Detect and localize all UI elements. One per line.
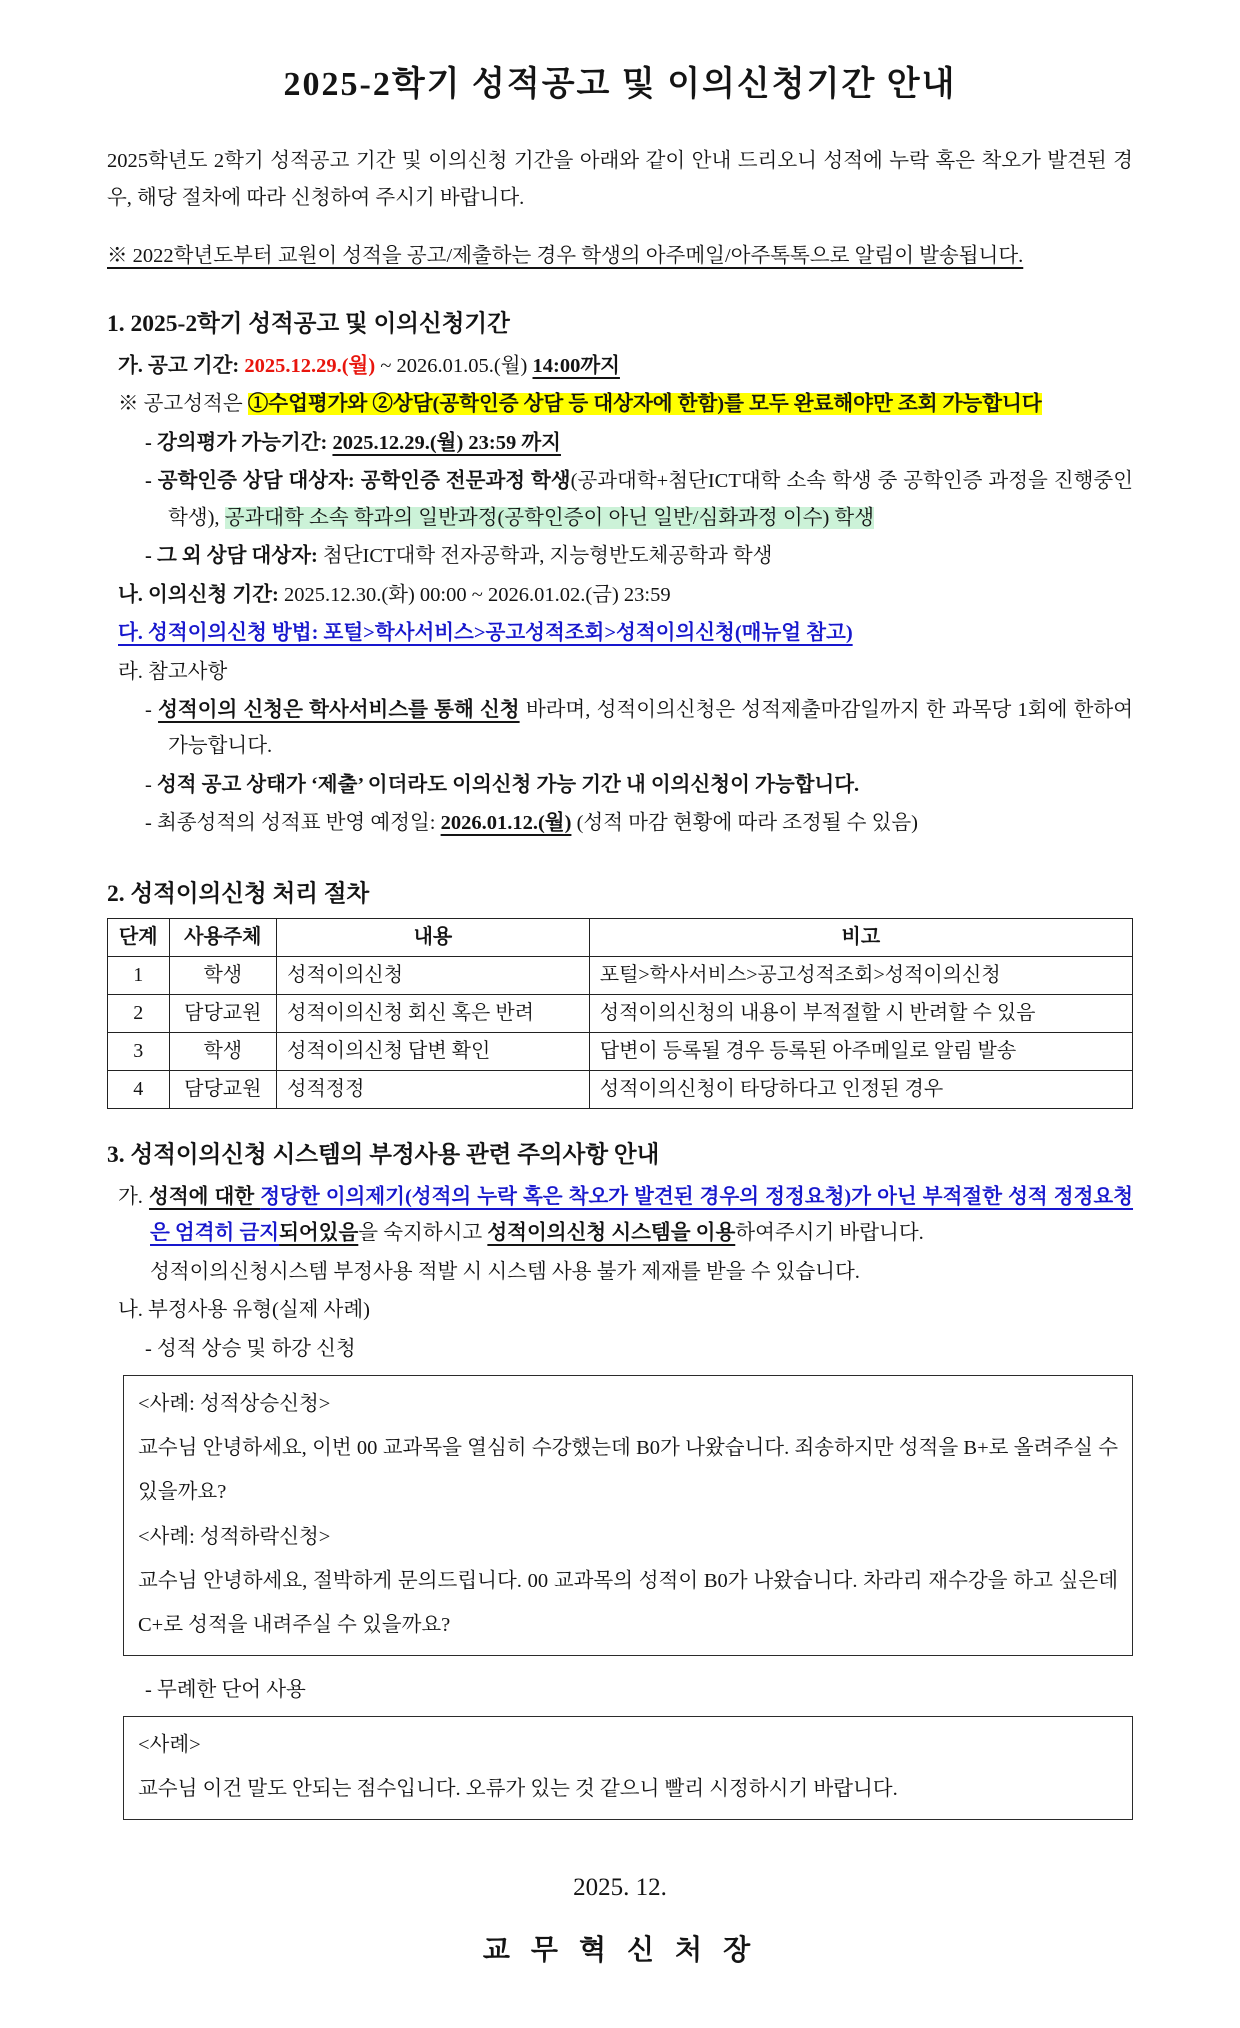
cell-step: 3 — [108, 1032, 170, 1070]
lecture-eval-period: 2025.12.29.(월) 23:59 까지 — [332, 431, 561, 454]
lecture-eval-label: - 강의평가 가능기간: — [145, 431, 333, 454]
case-box-rude-words — [123, 1716, 1133, 1820]
misuse-warning-seg3: 되어있음 — [279, 1222, 359, 1245]
case-box-line: <사례: 성적하락신청> — [138, 1525, 331, 1548]
reference-item-2 — [107, 767, 1133, 803]
view-condition-highlight: ①수업평가와 ②상담(공학인증 상담 등 대상자에 한함)를 모두 완료해야만 조회 가능합니다 — [247, 393, 1042, 416]
transcript-date: 2026.01.12.(월) — [440, 812, 572, 835]
reference-item-3 — [107, 805, 1133, 841]
view-condition-line — [107, 386, 1133, 422]
lecture-eval-line — [107, 425, 1133, 461]
document-title: 2025-2학기 성적공고 및 이의신청기간 안내 — [283, 66, 957, 103]
table-row — [108, 956, 1133, 994]
case-box-line: 교수님 안녕하세요, 이번 00 교과목을 열심히 수강했는데 B0가 나왔습니다. 죄송하지만 성적을 B+로 올려주실 수 있을까요? — [138, 1437, 1118, 1504]
reference-heading-line: 라. 참고사항 — [118, 660, 228, 683]
reference-item-1-rest: 바라며, 성적이의신청은 성적제출마감일까지 한 과목당 1회에 한하여 가능합니다. — [168, 698, 1134, 758]
reference-item-1 — [107, 692, 1133, 765]
reference-item-3-prefix: - 최종성적의 성적표 반영 예정일: — [145, 812, 441, 835]
cell-content: 성적이의신청 답변 확인 — [277, 1032, 590, 1070]
cell-actor: 학생 — [169, 956, 277, 994]
misuse-penalty-line: 성적이의신청시스템 부정사용 적발 시 시스템 사용 불가 제재를 받을 수 있습니다. — [150, 1260, 860, 1283]
footer-date: 2025. 12. — [573, 1874, 667, 1902]
abeek-target-detail: (공과대학+첨단ICT대학 소속 학생 중 공학인증 과정을 진행중인 학생), — [168, 470, 1134, 529]
cell-content: 성적이의신청 회신 혹은 반려 — [277, 994, 590, 1032]
case-box-line: <사례: 성적상승신청> — [138, 1393, 331, 1416]
announce-period-line — [107, 348, 1133, 384]
cell-note: 성적이의신청이 타당하다고 인정된 경우 — [589, 1070, 1132, 1108]
misuse-types-line: 나. 부정사용 유형(실제 사례) — [118, 1299, 370, 1322]
intro-paragraph: 2025학년도 2학기 성적공고 기간 및 이의신청 기간을 아래와 같이 안내 드리오니 성적에 누락 혹은 착오가 발견된 경우, 해당 절차에 따라 신청하여 주시기 바랍니다. — [107, 150, 1133, 209]
other-target-label: - 그 외 상담 대상자: — [145, 545, 323, 568]
abeek-target-green: 공과대학 소속 학과의 일반과정(공학인증이 아닌 일반/심화과정 이수) 학생 — [224, 506, 874, 529]
announce-deadline: 14:00까지 — [532, 354, 620, 377]
cell-step: 1 — [108, 956, 170, 994]
reference-item-3-rest: (성적 마감 현황에 따라 조정될 수 있음) — [571, 812, 919, 835]
abeek-target-line — [107, 463, 1133, 536]
cell-note: 답변이 등록될 경우 등록된 아주메일로 알림 발송 — [589, 1032, 1132, 1070]
process-table — [107, 918, 1133, 1109]
misuse-bullet-grade-change: - 성적 상승 및 하강 신청 — [145, 1337, 356, 1360]
reference-item-2-bold: 성적 공고 상태가 ‘제출’ 이더라도 이의신청 가능 기간 내 이의신청이 가능합니다. — [156, 773, 860, 796]
cell-content: 성적이의신청 — [277, 956, 590, 994]
cell-step: 2 — [108, 994, 170, 1032]
col-header-step: 단계 — [108, 918, 170, 956]
case-box-line: 교수님 안녕하세요, 절박하게 문의드립니다. 00 교과목의 성적이 B0가 나왔습니다. 차라리 재수강을 하고 싶은데 C+로 성적을 내려주실 수 있을까요? — [138, 1569, 1118, 1636]
other-target-line — [107, 538, 1133, 574]
announce-period-label: 가. 공고 기간: — [118, 354, 245, 377]
misuse-warning-seg4: 을 숙지하시고 — [358, 1222, 488, 1245]
objection-period-line — [107, 577, 1133, 613]
cell-step: 4 — [108, 1070, 170, 1108]
col-header-content: 내용 — [277, 918, 590, 956]
objection-method-line — [107, 615, 1133, 651]
other-target-value: 첨단ICT대학 전자공학과, 지능형반도체공학과 학생 — [322, 545, 773, 568]
table-row — [108, 994, 1133, 1032]
misuse-warning-prefix: 가. — [118, 1185, 150, 1208]
announce-start-date: 2025.12.29.(월) — [244, 354, 376, 377]
reference-item-2-prefix: - — [145, 773, 157, 796]
reference-item-1-prefix: - — [145, 698, 159, 721]
misuse-warning-line — [107, 1179, 1133, 1252]
misuse-warning-seg6: 하여주시기 바랍니다. — [735, 1222, 924, 1245]
section2-heading: 2. 성적이의신청 처리 절차 — [107, 880, 370, 907]
misuse-warning-blue: 정당한 이의제기(성적의 누락 혹은 착오가 발견된 경우의 정정요청)가 아닌 부적절한 성적 정정요청은 엄격히 금지 — [150, 1185, 1134, 1245]
col-header-actor: 사용주체 — [169, 918, 277, 956]
table-row — [108, 1032, 1133, 1070]
case-box-grade-change — [123, 1375, 1133, 1655]
abeek-target-label: - 공학인증 상담 대상자: — [145, 470, 361, 493]
case-box-line: 교수님 이건 말도 안되는 점수입니다. 오류가 있는 것 같으니 빨리 시정하시기 바랍니다. — [138, 1778, 898, 1801]
notice-text: ※ 2022학년도부터 교원이 성적을 공고/제출하는 경우 학생의 아주메일/아주톡톡으로 알림이 발송됩니다. — [107, 244, 1024, 267]
announce-period-mid: ~ 2026.01.05.(월) — [375, 354, 533, 377]
cell-actor: 담당교원 — [169, 1070, 277, 1108]
misuse-bullet-rude-words: - 무례한 단어 사용 — [145, 1678, 306, 1701]
cell-note: 성적이의신청의 내용이 부적절할 시 반려할 수 있음 — [589, 994, 1132, 1032]
table-header-row — [108, 918, 1133, 956]
reference-item-1-bold: 성적이의 신청은 학사서비스를 통해 신청 — [158, 698, 520, 721]
objection-period-value: 2025.12.30.(화) 00:00 ~ 2026.01.02.(금) 23:59 — [283, 583, 671, 606]
misuse-warning-seg1: 성적에 대한 — [149, 1185, 261, 1208]
section1-heading: 1. 2025-2학기 성적공고 및 이의신청기간 — [107, 310, 510, 337]
footer-signer: 교 무 혁 신 처 장 — [482, 1935, 758, 1967]
objection-method-link-text: 다. 성적이의신청 방법: 포털>학사서비스>공고성적조회>성적이의신청(매뉴얼 참고) — [118, 622, 853, 645]
section3-heading: 3. 성적이의신청 시스템의 부정사용 관련 주의사항 안내 — [107, 1141, 660, 1168]
objection-period-label: 나. 이의신청 기간: — [118, 583, 284, 606]
view-condition-prefix: ※ 공고성적은 — [118, 393, 248, 416]
misuse-warning-seg5: 성적이의신청 시스템을 이용 — [487, 1222, 736, 1245]
cell-actor: 학생 — [169, 1032, 277, 1070]
cell-actor: 담당교원 — [169, 994, 277, 1032]
case-box-line: <사례> — [138, 1734, 201, 1757]
cell-content: 성적정정 — [277, 1070, 590, 1108]
col-header-note: 비고 — [589, 918, 1132, 956]
table-row — [108, 1070, 1133, 1108]
abeek-target-bold: 공학인증 전문과정 학생 — [360, 470, 571, 493]
cell-note: 포털>학사서비스>공고성적조회>성적이의신청 — [589, 956, 1132, 994]
notice-line — [107, 239, 1133, 274]
